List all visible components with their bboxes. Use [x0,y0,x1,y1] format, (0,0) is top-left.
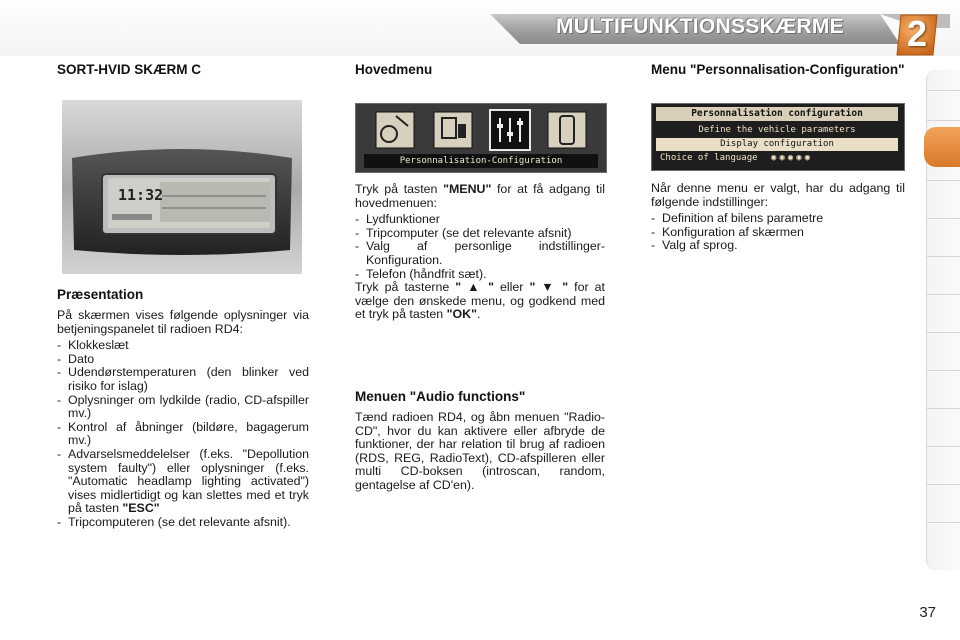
page-number: 37 [919,604,936,621]
main-menu-screen [355,103,607,173]
warning-text: Advarselsmeddelelser (f.eks. "Depollution system faulty") eller oplysninger (f.eks. "Automatic headlamp lighting activated") vises midlertidigt og kan slettes med et tryk på tasten [68,446,309,516]
personalisation-text [651,182,905,253]
dashboard-display-photo [62,100,302,274]
personalisation-list [651,212,905,253]
nav-pre-text: Tryk på tasterne [355,280,456,295]
chapter-tab-active[interactable] [924,127,960,167]
menu-key-label: "MENU" [443,182,492,196]
configuration-icon [490,110,530,150]
column-right [651,62,905,78]
nav-mid-text: for at vælge den ønskede menu, og godkend med et tryk på tasten [355,280,605,322]
section-heading-main-menu: Hovedmenu [355,62,433,77]
list-item: - Valg af sprog. [651,239,905,253]
section-heading-display: SORT-HVID SKÆRM C [57,62,202,77]
up-key-label: " ▲ " [455,280,494,295]
intro-post-text: for at få adgang til hovedmenuen: [355,182,605,210]
personalisation-intro: Når denne menu er valgt, har du adgang til følgende indstillinger: [651,181,905,209]
display-info-list [57,339,309,529]
list-item: - Tripcomputer (se det relevante afsnit) [355,227,605,241]
list-item: - Oplysninger om lydkilde (radio, CD-afspiller mv.) [57,394,309,421]
page-title: MULTIFUNKTIONSSKÆRME [556,15,844,38]
screen-title: Personnalisation configuration [656,107,898,121]
list-item: - Telefon (håndfrit sæt). [355,268,605,282]
personalisation-screen [651,103,905,171]
list-item: - Tripcomputeren (se det relevante afsnit). [57,516,309,530]
screen-row-language [656,152,898,165]
intro-pre-text: Tryk på tasten [355,182,444,196]
chapter-number: 2 [906,13,928,54]
dashboard-photo-image [62,100,302,274]
column-middle [355,62,605,78]
list-item: - Kontrol af åbninger (bildøre, bagagerum mv.) [57,421,309,448]
list-item: - Lydfunktioner [355,213,605,227]
list-item: - Dato [57,353,309,367]
language-choice-label: Choice of language [660,153,758,163]
list-item: - Definition af bilens parametre [651,212,905,226]
screen-row-vehicle-parameters: Define the vehicle parameters [698,125,856,135]
main-menu-list [355,213,605,281]
menu-bar-label: Personnalisation-Configuration [399,156,563,166]
telephone-icon [548,112,586,148]
navigation-instructions [355,281,605,322]
section-heading-audio: Menuen "Audio functions" [355,389,526,404]
main-menu-text [355,183,605,322]
audio-description: Tænd radioen RD4, og åbn menuen "Radio-CD", hvor du kan aktivere eller afbryde de funktioner, der har relation til brug af radioen (RDS, REG, RadioText), CD-afspilleren eller multi CD-boksen (introscan, random, gentagelse af CD'en). [355,410,605,492]
language-flags-icon: ◉◉◉◉◉ [770,153,814,163]
presentation-intro: På skærmen vises følgende oplysninger via betjeningspanelet til radioen RD4: [57,308,309,336]
trip-computer-icon [434,112,472,148]
down-key-label: " ▼ " [529,280,569,295]
section-heading-personalisation: Menu "Personnalisation-Configuration" [651,62,905,77]
list-item: - Klokkeslæt [57,339,309,353]
screen-row-display-configuration: Display configuration [656,138,898,151]
audio-section [355,389,605,493]
presentation-section [57,287,309,530]
list-item: - Valg af personlige indstillinger-Konfiguration. [355,240,605,267]
ok-key-label: "OK" [446,307,477,322]
list-item: - Konfiguration af skærmen [651,226,905,240]
display-clock: 11:32 [118,186,164,204]
column-left [57,62,309,78]
list-item: - Udendørstemperaturen (den blinker ved risiko for islag) [57,366,309,393]
list-item-warning [57,448,309,516]
section-heading-presentation: Præsentation [57,287,144,302]
nav-or-text: eller [493,280,530,295]
audio-functions-icon [376,112,414,148]
esc-key-label: "ESC" [122,501,160,516]
main-menu-intro [355,183,605,210]
nav-end-text: . [476,307,481,322]
